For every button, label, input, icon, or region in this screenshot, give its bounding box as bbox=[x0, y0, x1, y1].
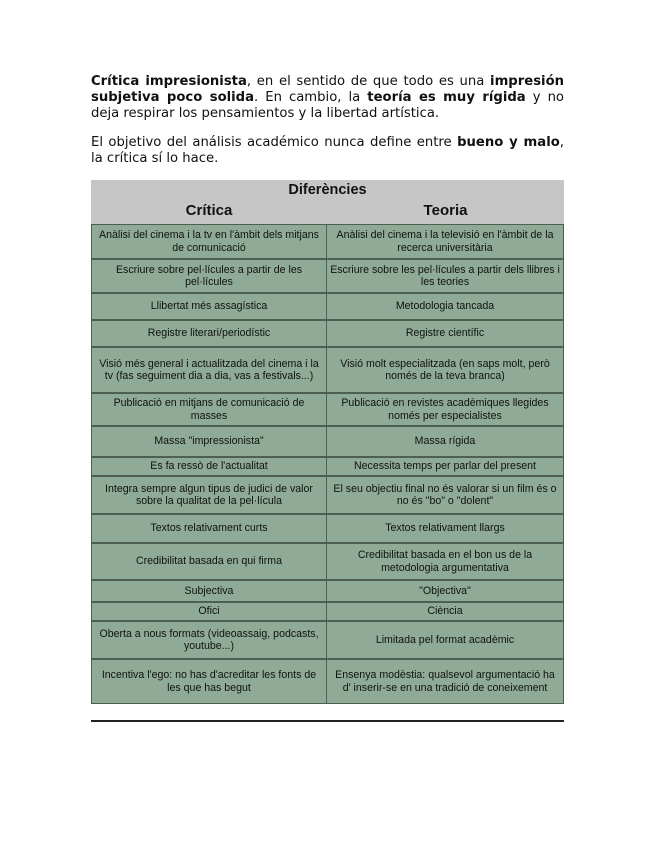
column-header-critica: Crítica bbox=[185, 202, 233, 219]
cell-critica: Registre literari/periodístic bbox=[91, 320, 327, 347]
table-row bbox=[91, 426, 564, 457]
cell-critica: Oberta a nous formats (videoassaig, podcasts, youtube...) bbox=[91, 621, 327, 659]
cell-critica: Integra sempre algun tipus de judici de valor sobre la qualitat de la pel·lícula bbox=[91, 476, 327, 514]
table-row bbox=[91, 347, 564, 393]
table-row bbox=[91, 476, 564, 514]
intro-paragraph bbox=[91, 74, 564, 122]
cell-critica: Credibilitat basada en qui firma bbox=[91, 543, 327, 580]
table-row bbox=[91, 621, 564, 659]
table-row bbox=[91, 393, 564, 426]
table-row bbox=[91, 602, 564, 621]
table-row bbox=[91, 659, 564, 704]
cell-teoria: Textos relativament llargs bbox=[326, 514, 564, 543]
cell-teoria: Metodologia tancada bbox=[326, 293, 564, 320]
cell-critica: Visió més general i actualitzada del cinema i la tv (fas seguiment dia a dia, vas a festivals...) bbox=[91, 347, 327, 393]
cell-teoria: Ciència bbox=[326, 602, 564, 621]
cell-teoria: Registre científic bbox=[326, 320, 564, 347]
text-run: , en el sentido de que todo es una bbox=[246, 74, 491, 89]
cell-teoria: Credibilitat basada en el bon us de la metodologia argumentativa bbox=[326, 543, 564, 580]
table-row bbox=[91, 320, 564, 347]
cell-teoria: El seu objectiu final no és valorar si un film és o no és "bo" o "dolent" bbox=[326, 476, 564, 514]
bold-phrase: Crítica impresionista bbox=[91, 74, 247, 89]
table-row bbox=[91, 293, 564, 320]
cell-critica: Subjectiva bbox=[91, 580, 327, 602]
table-row bbox=[91, 457, 564, 476]
cell-critica: Anàlisi del cinema i la tv en l'àmbit dels mitjans de comunicació bbox=[91, 224, 327, 259]
cell-critica: Escriure sobre pel·lícules a partir de les pel·lícules bbox=[91, 259, 327, 293]
cell-teoria: Ensenya modèstia: qualsevol argumentació ha d' inserir-se en una tradició de coneixement bbox=[326, 659, 564, 704]
cell-critica: Publicació en mitjans de comunicació de masses bbox=[91, 393, 327, 426]
column-header-teoria: Teoria bbox=[423, 202, 468, 219]
cell-teoria: Publicació en revistes acadèmiques llegides només per especialistes bbox=[326, 393, 564, 426]
table-row bbox=[91, 224, 564, 259]
cell-critica: Ofici bbox=[91, 602, 327, 621]
cell-critica: Incentiva l'ego: no has d'acreditar les fonts de les que has begut bbox=[91, 659, 327, 704]
table-title: Diferències bbox=[288, 182, 367, 198]
text-run: El objetivo del análisis académico nunca define entre bbox=[91, 135, 458, 150]
table-row bbox=[91, 580, 564, 602]
cell-critica: Es fa ressò de l'actualitat bbox=[91, 457, 327, 476]
cell-critica: Massa "impressionista" bbox=[91, 426, 327, 457]
cell-critica: Textos relativament curts bbox=[91, 514, 327, 543]
differences-table bbox=[91, 180, 564, 704]
table-row bbox=[91, 514, 564, 543]
cell-critica: Llibertat més assagística bbox=[91, 293, 327, 320]
text-run: , la crítica sí lo hace. bbox=[91, 135, 564, 166]
bold-phrase: bueno y malo bbox=[457, 135, 560, 150]
text-run: y no deja respirar los pensamientos y la libertad artística. bbox=[91, 90, 564, 121]
cell-teoria: Necessita temps per parlar del present bbox=[326, 457, 564, 476]
bold-phrase: teoría es muy rígida bbox=[367, 90, 526, 105]
cell-teoria: Escriure sobre les pel·lícules a partir dels llibres i les teories bbox=[326, 259, 564, 293]
text-run: . En cambio, la bbox=[254, 90, 368, 105]
bottom-divider bbox=[91, 720, 564, 722]
objective-paragraph bbox=[91, 135, 564, 167]
table-row bbox=[91, 543, 564, 580]
bold-phrase: impresión subjetiva poco solida bbox=[91, 74, 565, 105]
cell-teoria: Visió molt especialitzada (en saps molt, però només de la teva branca) bbox=[326, 347, 564, 393]
table-header bbox=[91, 180, 564, 224]
cell-teoria: Massa rígida bbox=[326, 426, 564, 457]
table-row bbox=[91, 259, 564, 293]
cell-teoria: Limitada pel format acadèmic bbox=[326, 621, 564, 659]
cell-teoria: Anàlisi del cinema i la televisió en l'àmbit de la recerca universitària bbox=[326, 224, 564, 259]
cell-teoria: "Objectiva" bbox=[326, 580, 564, 602]
